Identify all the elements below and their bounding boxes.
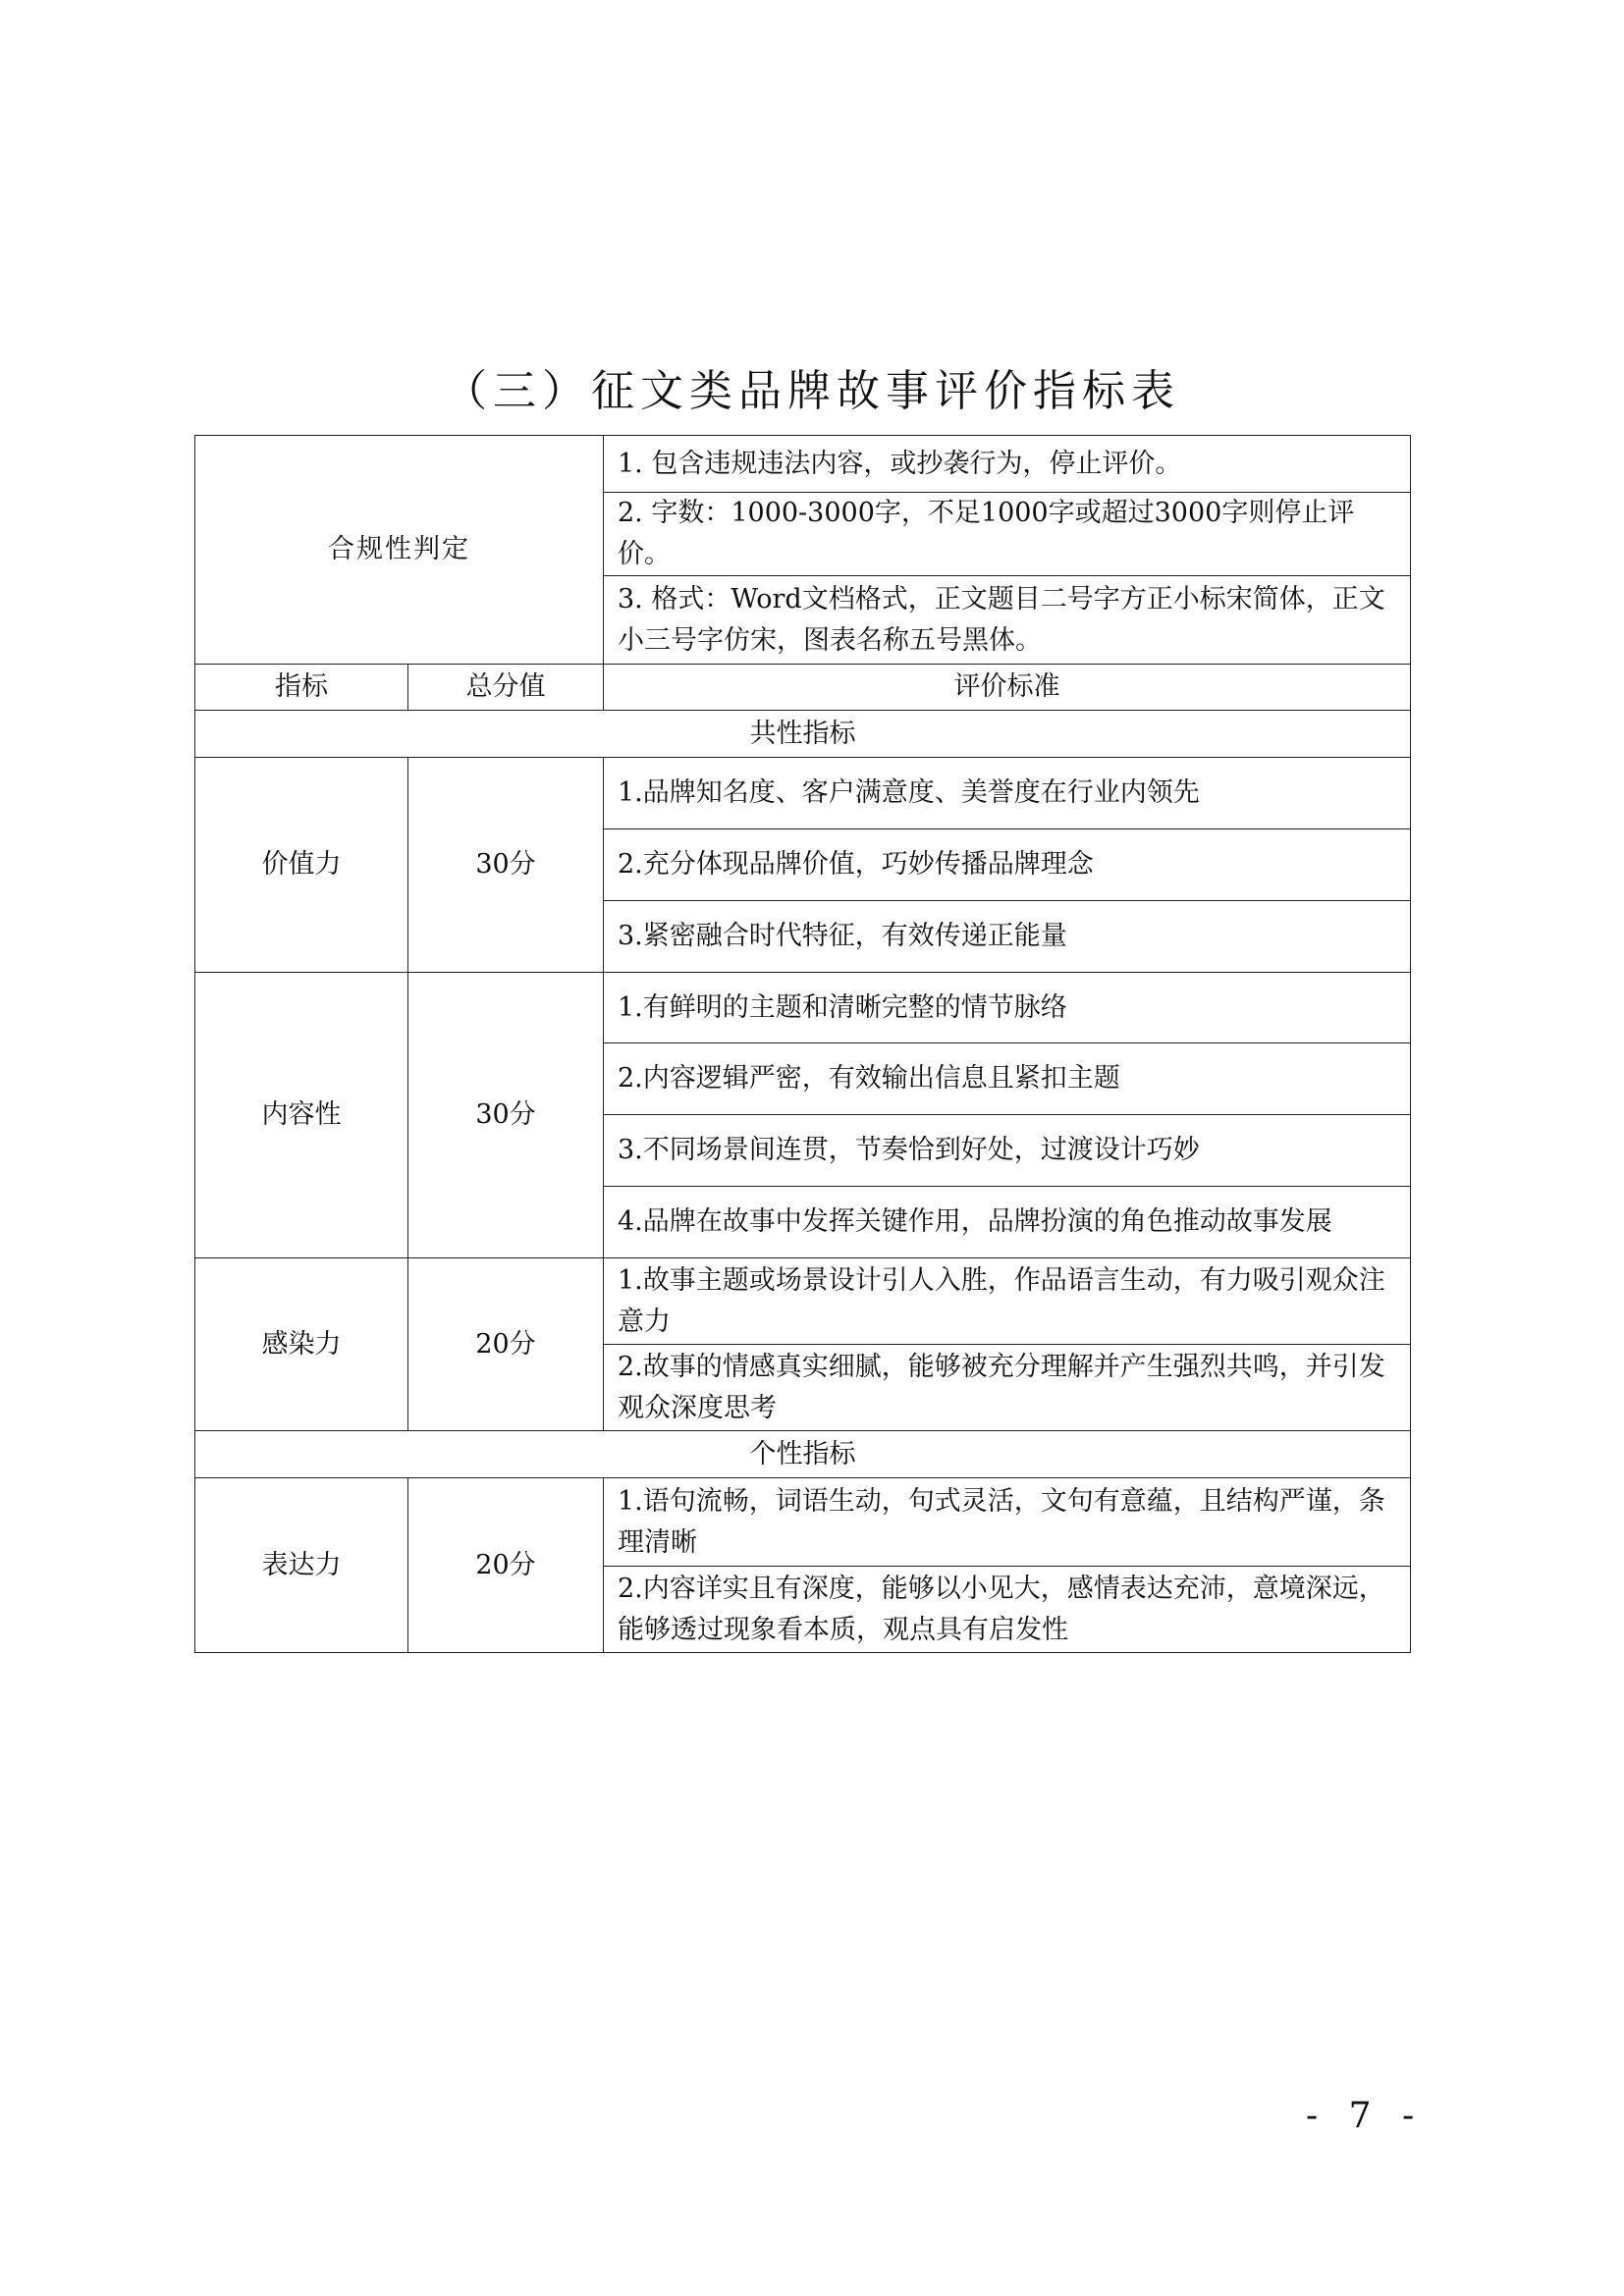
indicator-name: 价值力 [195,758,408,973]
table-row [195,1478,1411,1567]
indicator-score: 20分 [408,1478,604,1653]
compliance-item: 3. 格式：Word文档格式，正文题目二号字方正小标宋简体，正文小三号字仿宋，图表名称五号黑体。 [604,576,1411,665]
indicator-name: 表达力 [195,1478,408,1653]
header-score: 总分值 [408,665,604,711]
criterion: 2.故事的情感真实细腻，能够被充分理解并产生强烈共鸣，并引发观众深度思考 [604,1345,1411,1431]
indicator-score: 30分 [408,973,604,1258]
section-heading-row [195,711,1411,758]
criterion: 1.语句流畅，词语生动，句式灵活，文句有意蕴，且结构严谨，条理清晰 [604,1478,1411,1567]
page-title: （三）征文类品牌故事评价指标表 [444,366,1180,416]
table-row [195,758,1411,829]
compliance-item: 2. 字数：1000-3000字，不足1000字或超过3000字则停止评价。 [604,493,1411,576]
evaluation-table [194,435,1411,1653]
indicator-name: 内容性 [195,973,408,1258]
header-criteria: 评价标准 [604,665,1411,711]
section-heading: 共性指标 [195,711,1411,758]
criterion: 1.有鲜明的主题和清晰完整的情节脉络 [604,973,1411,1043]
criterion: 3.不同场景间连贯，节奏恰到好处，过渡设计巧妙 [604,1115,1411,1187]
page-number: - 7 - [1306,2096,1425,2136]
criterion: 2.内容详实且有深度，能够以小见大，感情表达充沛，意境深远，能够透过现象看本质，观点具有启发性 [604,1567,1411,1653]
compliance-label: 合规性判定 [195,436,604,665]
table-row [195,973,1411,1043]
criterion: 2.充分体现品牌价值，巧妙传播品牌理念 [604,829,1411,901]
compliance-item: 1. 包含违规违法内容，或抄袭行为，停止评价。 [604,436,1411,493]
section-heading-row [195,1431,1411,1478]
indicator-score: 30分 [408,758,604,973]
indicator-score: 20分 [408,1258,604,1431]
section-heading: 个性指标 [195,1431,1411,1478]
criterion: 4.品牌在故事中发挥关键作用，品牌扮演的角色推动故事发展 [604,1187,1411,1258]
table-row [195,1258,1411,1345]
criterion: 2.内容逻辑严密，有效输出信息且紧扣主题 [604,1043,1411,1115]
criterion: 3.紧密融合时代特征，有效传递正能量 [604,901,1411,973]
criterion: 1.品牌知名度、客户满意度、美誉度在行业内领先 [604,758,1411,829]
criterion: 1.故事主题或场景设计引人入胜，作品语言生动，有力吸引观众注意力 [604,1258,1411,1345]
header-indicator: 指标 [195,665,408,711]
compliance-row [195,436,1411,493]
table-header-row [195,665,1411,711]
indicator-name: 感染力 [195,1258,408,1431]
